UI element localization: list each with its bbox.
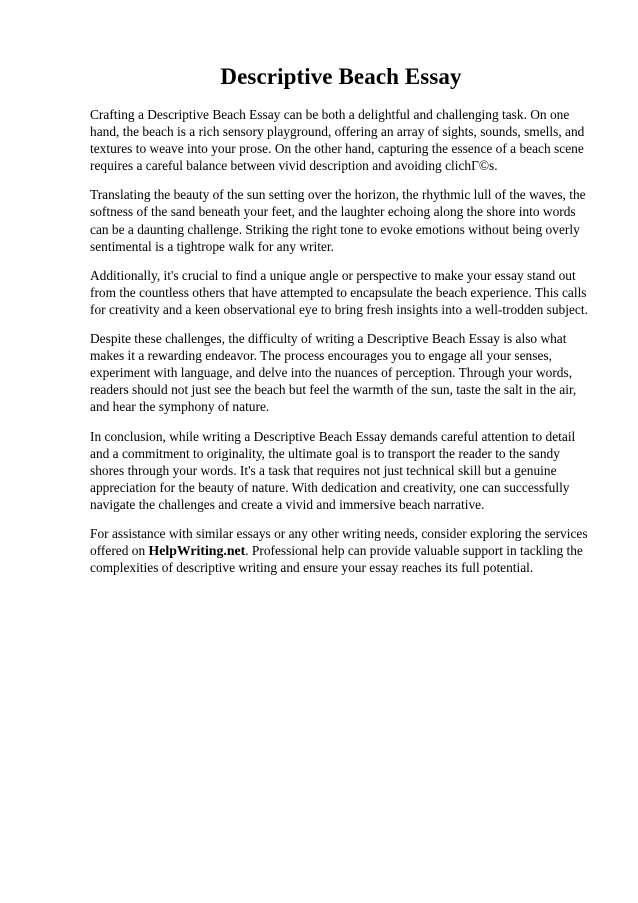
paragraph-1: Crafting a Descriptive Beach Essay can be both a delightful and challenging task. On one hand, the beach is a rich sensory playground, offering an array of sights, sounds, smells, and textures to weave into your prose. On the other hand, capturing the essence of a beach scene requires a careful balance between vivid description and avoiding clichГ©s. bbox=[90, 107, 585, 174]
closing-paragraph bbox=[90, 525, 592, 576]
helpwriting-link[interactable]: HelpWriting.net bbox=[148, 543, 246, 559]
closing-text-after-link: . Professional help can provide valuable support in tackling the complexities of descriptive writing and ensure your essay reaches its full potential. bbox=[90, 543, 583, 576]
paragraph-5: In conclusion, while writing a Descriptive Beach Essay demands careful attention to detail and a commitment to originality, the ultimate goal is to transport the reader to the sandy shores through your words. It's a task that requires not just technical skill but a genuine appreciation for the beauty of nature. With dedication and creativity, one can successfully navigate the challenges and create a vivid and immersive beach narrative. bbox=[90, 428, 576, 512]
paragraph-4: Despite these challenges, the difficulty of writing a Descriptive Beach Essay is also what makes it a rewarding endeavor. The process encourages you to engage all your senses, experiment with language, and delve into the nuances of perception. Through your words, readers should not just see the beach but feel the warmth of the sun, taste the salt in the air, and hear the symphony of nature. bbox=[90, 331, 577, 415]
paragraph-3: Additionally, it's crucial to find a unique angle or perspective to make your essay stand out from the countless others that have attempted to encapsulate the beach experience. This calls for creativity and a keen observational eye to bring fresh insights into a well-trodden subject. bbox=[90, 267, 588, 317]
closing-text-before-link: For assistance with similar essays or any other writing needs, consider exploring the services offered on bbox=[90, 525, 588, 559]
paragraph-2: Translating the beauty of the sun setting over the horizon, the rhythmic lull of the waves, the softness of the sand beneath your feet, and the laughter echoing along the shore into words can be a daunting challenge. Striking the right tone to evoke emotions without being overly sentimental is a tightrope walk for any writer. bbox=[90, 187, 586, 254]
document-title: Descriptive Beach Essay bbox=[220, 64, 462, 89]
